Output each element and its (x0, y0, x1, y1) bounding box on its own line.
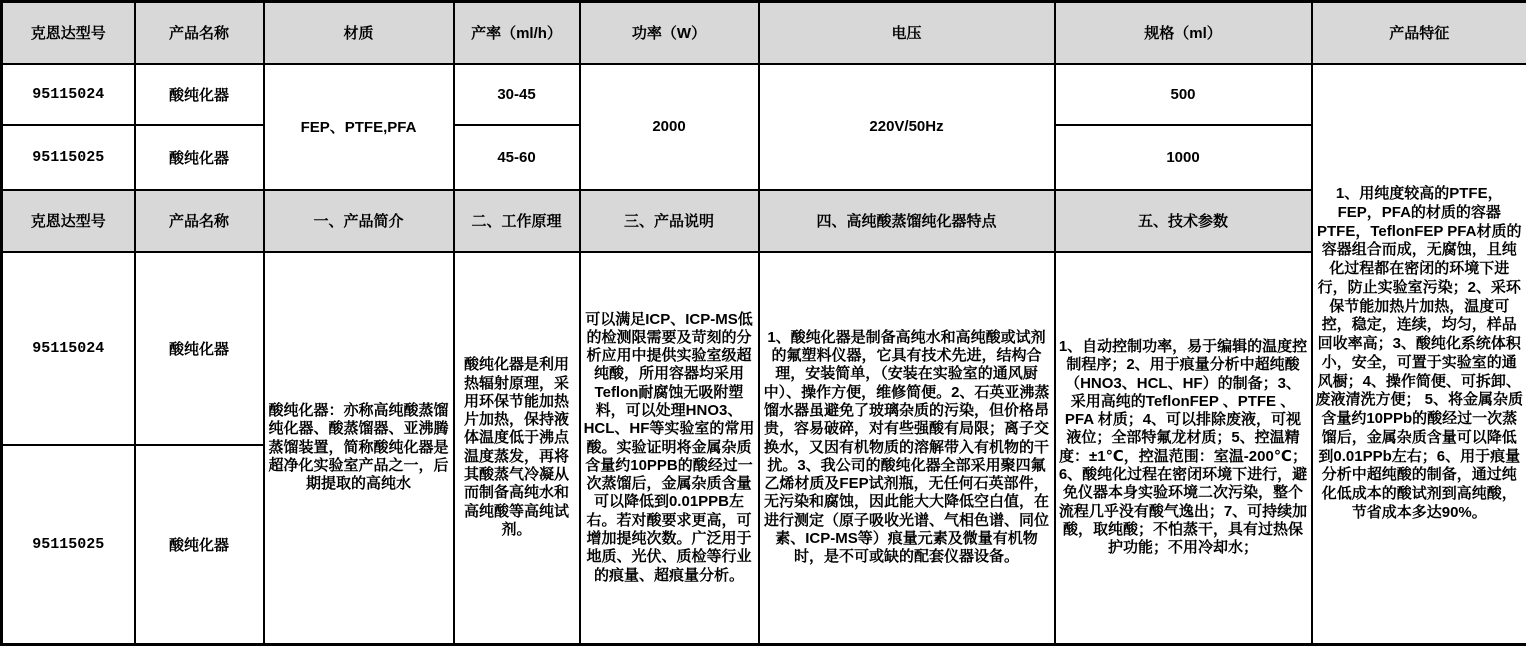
header-tech-params: 五、技术参数 (1055, 190, 1312, 252)
header-product-name: 产品名称 (135, 2, 264, 64)
cell-product-features: 1、用纯度较高的PTFE，FEP，PFA的材质的容器PTFE，TeflonFEP PFA材质的容器组合而成，无腐蚀，且纯化过程都在密闭的环境下进行，防止实验室污染；2、采环保节能加热片加热，温度可控，稳定，连续，均匀，样品回收率高；3、酸纯化系统体积小，安全，可置于实验室的通风橱；4、操作简便、可拆卸、废液清洗方便； 5、将金属杂质含量约10PPb的酸经过一次蒸馏后，金属杂质含量可以降低到0.01PPb左右；6、用于痕量分析中超纯酸的制备，通过纯化低成本的酸试剂到高纯酸，节省成本多达90%。 (1312, 64, 1526, 645)
header-model-number: 克恩达型号 (2, 2, 135, 64)
cell-material: FEP、PTFE,PFA (264, 64, 454, 190)
cell-intro: 酸纯化器：亦称高纯酸蒸馏纯化器、酸蒸馏器、亚沸腾蒸馏装置，简称酸纯化器是超净化实验室产品之一，后期提取的高纯水 (264, 252, 454, 645)
table-row (2, 64, 1526, 125)
cell-rate-2: 45-60 (454, 125, 580, 190)
cell-detail-product-2: 酸纯化器 (135, 445, 264, 645)
cell-model-2: 95115025 (2, 125, 135, 190)
header-rate: 产率（ml/h） (454, 2, 580, 64)
header-distiller-features: 四、高纯酸蒸馏纯化器特点 (759, 190, 1055, 252)
cell-distiller-features: 1、酸纯化器是制备高纯水和高纯酸或试剂的氟塑料仪器，它具有技术先进，结构合理，安装简单，（安装在实验室的通风厨中）、操作方便，维修简便。2、石英亚沸蒸馏水器虽避免了玻璃杂质的污染，但价格昂贵，容易破碎，对有些强酸有局限；离子交换水，又因有机物质的溶解带入有机物的干扰。3、我公司的酸纯化器全部采用聚四氟乙烯材质及FEP试剂瓶，无任何石英部件，无污染和腐蚀，因此能大大降低空白值，在进行测定（原子吸收光谱、气相色谱、同位素、ICP-MS等）痕量元素及微量有机物时，是不可或缺的配套仪器设备。 (759, 252, 1055, 645)
header-power: 功率（W） (580, 2, 759, 64)
cell-detail-model-1: 95115024 (2, 252, 135, 445)
header-material: 材质 (264, 2, 454, 64)
cell-tech-params: 1、自动控制功率，易于编辑的温度控制程序；2、用于痕量分析中超纯酸（HNO3、HCL、HF）的制备；3、采用高纯的TeflonFEP 、PTFE 、PFA 材质；4、可以排除废液，可视液位；全部特氟龙材质；5、控温精度：±1℃，控温范围：室温-200℃；6、酸纯化过程在密闭环境下进行，避免仪器本身实验环境二次污染，整个流程几乎没有酸气逸出；7、可持续加酸，取纯酸；不怕蒸干，具有过热保护功能；不用冷却水； (1055, 252, 1312, 645)
header-principle: 二、工作原理 (454, 190, 580, 252)
cell-spec-2: 1000 (1055, 125, 1312, 190)
cell-description: 可以满足ICP、ICP-MS低的检测限需要及苛刻的分析应用中提供实验室级超纯酸，所用容器均采用Teflon耐腐蚀无吸附塑料，可以处理HNO3、HCL、HF等实验室的常用酸。实验证明将金属杂质含量约10PPB的酸经过一次蒸馏后，金属杂质含量可以降低到0.01PPB左右。若对酸要求更高，可增加提纯次数。广泛用于地质、光伏、质检等行业的痕量、超痕量分析。 (580, 252, 759, 645)
top-header-row (2, 2, 1526, 64)
header-intro: 一、产品简介 (264, 190, 454, 252)
cell-detail-product-1: 酸纯化器 (135, 252, 264, 445)
table-row (2, 252, 1526, 445)
cell-model-1: 95115024 (2, 64, 135, 125)
cell-voltage: 220V/50Hz (759, 64, 1055, 190)
header-spec: 规格（ml） (1055, 2, 1312, 64)
cell-product-2: 酸纯化器 (135, 125, 264, 190)
header-voltage: 电压 (759, 2, 1055, 64)
cell-principle: 酸纯化器是利用热辐射原理，采用环保节能加热片加热，保持液体温度低于沸点温度蒸发，再将其酸蒸气冷凝从而制备高纯水和高纯酸等高纯试剂。 (454, 252, 580, 645)
header-description: 三、产品说明 (580, 190, 759, 252)
cell-spec-1: 500 (1055, 64, 1312, 125)
cell-rate-1: 30-45 (454, 64, 580, 125)
cell-power: 2000 (580, 64, 759, 190)
header-product-features: 产品特征 (1312, 2, 1526, 64)
detail-header-row (2, 190, 1526, 252)
cell-detail-model-2: 95115025 (2, 445, 135, 645)
header-model-number-2: 克恩达型号 (2, 190, 135, 252)
header-product-name-2: 产品名称 (135, 190, 264, 252)
cell-product-1: 酸纯化器 (135, 64, 264, 125)
